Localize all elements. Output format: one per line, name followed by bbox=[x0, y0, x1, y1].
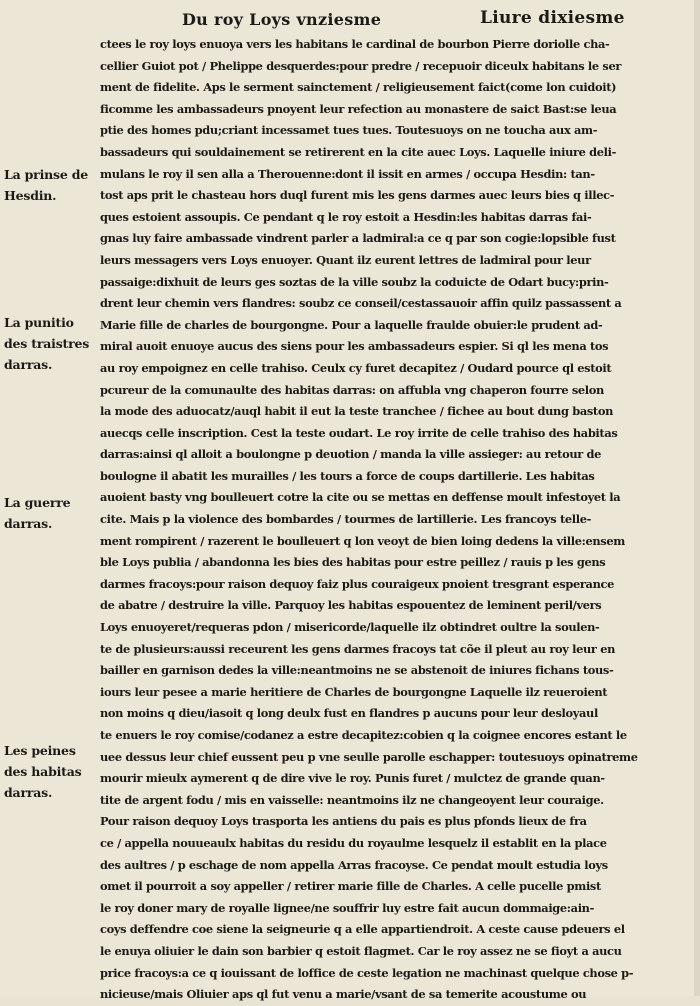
text-line: nicieuse/mais Oliuier aps ql fut venu a marie/vsant de sa temerite acoustume ou bbox=[100, 987, 587, 1002]
margin-note-line: La punitio bbox=[4, 315, 74, 330]
text-line: mourir mieulx aymerent q de dire vive le roy. Punis furet / mulctez de grande quan- bbox=[100, 771, 605, 786]
text-line: cite. Mais p la violence des bombardes / tourmes de lartillerie. Les francoys telle- bbox=[100, 512, 591, 527]
text-line: bailler en garnison dedes la ville:neantmoins ne se abstenoit de iniures fichans tous- bbox=[100, 663, 614, 678]
text-line: te de plusieurs:aussi receurent les gens darmes fracoys tat cõe il pleut au roy leur en bbox=[100, 641, 616, 656]
running-head-book: Liure dixiesme bbox=[480, 8, 625, 28]
text-line: le enuya oliuier le dain son barbier q estoit flagmet. Car le roy assez ne se fioyt a aucu bbox=[100, 943, 622, 958]
text-line: de abatre / destruire la ville. Parquoy les habitas espouentez de leminent peril/vers bbox=[100, 598, 602, 613]
text-line: ment de fidelite. Aps le serment sainctement / religieusement faict(come lon cuidoit) bbox=[100, 80, 617, 95]
margin-note-line: des habitas bbox=[4, 764, 82, 779]
text-line: boulogne il abatit les murailles / les tours a force de coups dartillerie. Les habitas bbox=[100, 468, 595, 483]
margin-note-peines-habitans bbox=[4, 740, 96, 803]
text-line: coys deffendre coe siene la seigneurie q a elle appartiendroit. A ceste cause pdeuers el bbox=[100, 922, 625, 937]
text-line: te enuers le roy comise/codanez a estre decapitez:cobien q la coignee encores estant le bbox=[100, 728, 627, 742]
text-line: tost aps prit le chasteau hors duql furent mis les gens darmes auec leurs bies q illec- bbox=[100, 188, 615, 203]
page-edge bbox=[694, 0, 700, 996]
margin-note-line: Hesdin. bbox=[4, 188, 57, 203]
text-line: leurs messagers vers Loys enuoyer. Quant ilz eurent lettres de ladmiral pour leur bbox=[100, 252, 591, 267]
text-line: bassadeurs qui souldainement se retirerent en la cite auec Loys. Laquelle iniure deli- bbox=[100, 144, 617, 159]
text-line: drent leur chemin vers flandres: soubz ce conseil/cestassauoir affin quilz passassent a bbox=[100, 296, 622, 311]
text-line: cellier Guiot pot / Phelippe desquerdes:pour predre / recepuoir diceulx habitans le ser bbox=[100, 58, 622, 73]
text-line: mulans le roy il sen alla a Therouenne:dont il issit en armes / occupa Hesdin: tan- bbox=[100, 166, 595, 181]
text-line: pcureur de la comunaulte des habitas darras: on affubla vng chaperon fourre selon bbox=[100, 382, 604, 397]
text-line: ce / appella nouueaulx habitas du residu du royaulme lesquelz il establit en la place bbox=[100, 835, 607, 850]
running-head bbox=[0, 6, 700, 36]
text-line: uee dessus leur chief eussent peu p vne seulle parolle eschapper: toutesuoys opinatreme bbox=[100, 749, 638, 764]
margin-note-line: darras. bbox=[4, 357, 53, 372]
text-line: le roy doner mary de royalle lignee/ne souffrir luy estre fait aucun dommaige:ain- bbox=[100, 900, 594, 915]
text-line: darras:ainsi ql alloit a boulongne p deuotion / manda la ville assieger: au retour de bbox=[100, 447, 602, 462]
text-line: passaige:dixhuit de leurs ges soztas de la ville soubz la coduicte de Odart bucy:prin- bbox=[100, 274, 609, 289]
text-line: auoient basty vng boulleuert cotre la cite ou se mettas en deffense moult infestoyet la bbox=[100, 490, 621, 505]
margin-note-line: La guerre bbox=[4, 495, 71, 510]
text-line: miral auoit enuoye aucus des siens pour les ambassadeurs espier. Si ql les mena tos bbox=[100, 339, 609, 354]
text-line: ques estoient assoupis. Ce pendant q le roy estoit a Hesdin:les habitas darras fai- bbox=[100, 209, 592, 224]
text-line: gnas luy faire ambassade vindrent parler a ladmiral:a ce q par son cogie:lopsible fust bbox=[100, 231, 616, 246]
body-text-column bbox=[100, 34, 692, 1006]
text-line: des aultres / p eschage de nom appella Arras fracoyse. Ce pendat moult estudia loys bbox=[100, 857, 608, 872]
text-line: Marie fille de charles de bourgongne. Pour a laquelle fraulde obuier:le prudent ad- bbox=[100, 317, 603, 332]
margin-note-line: darras. bbox=[4, 785, 53, 800]
margin-note-punition-traistres bbox=[4, 312, 96, 375]
margin-note-prinse-hesdin bbox=[4, 164, 96, 206]
margin-note-line: des traistres bbox=[4, 336, 90, 351]
text-line: auecqs celle inscription. Cest la teste oudart. Le roy irrite de celle trahiso des habitas bbox=[100, 425, 618, 440]
text-line: ptie des homes pdu;criant incessamet tues tues. Toutesuoys on ne toucha aux am- bbox=[100, 123, 598, 138]
text-line: price fracoys:a ce q iouissant de loffice de ceste legation ne machinast quelque chose p- bbox=[100, 965, 634, 980]
running-head-title: Du roy Loys vnziesme bbox=[182, 10, 382, 29]
text-line: au roy empoignez en celle trahiso. Ceulx cy furet decapitez / Oudard pource ql estoit bbox=[100, 360, 612, 375]
text-line: non moins q dieu/iasoit q long deulx fust en flandres p aucuns pour leur desloyaul bbox=[100, 706, 598, 721]
margin-note-guerre-darras bbox=[4, 492, 96, 534]
text-line: la mode des aduocatz/auql habit il eut la teste tranchee / fichee au bout dung baston bbox=[100, 404, 614, 419]
text-line: tite de argent fodu / mis en vaisselle: neantmoins ilz ne changeoyent leur couraige. bbox=[100, 792, 604, 807]
text-line: darmes fracoys:pour raison dequoy faiz plus couraigeux pnoient tresgrant esperance bbox=[100, 576, 614, 591]
margin-note-line: darras. bbox=[4, 516, 53, 531]
text-line: ctees le roy loys enuoya vers les habitans le cardinal de bourbon Pierre doriolle cha- bbox=[100, 37, 610, 51]
text-line: iours leur pesee a marie heritiere de Charles de bourgongne Laquelle ilz reueroient bbox=[100, 684, 608, 699]
text-line: Loys enuoyeret/requeras pdon / misericorde/laquelle ilz obtindret oultre la soulen- bbox=[100, 620, 600, 635]
margin-note-line: La prinse de bbox=[4, 167, 89, 182]
text-line: ficomme les ambassadeurs pnoyent leur refection au monastere de saict Bast:se leua bbox=[100, 101, 617, 116]
text-line: omet il pourroit a soy appeller / retirer marie fille de Charles. A celle pucelle pmist bbox=[100, 879, 601, 894]
text-line: Pour raison dequoy Loys trasporta les antiens du pais es plus pfonds lieux de fra bbox=[100, 814, 587, 829]
text-line: ble Loys publia / abandonna les bies des habitas pour estre peillez / rauis p les gens bbox=[100, 555, 606, 570]
margin-note-line: Les peines bbox=[4, 743, 76, 758]
text-line: ment rompirent / razerent le boulleuert q lon veoyt de bien loing dedens la ville:ensem bbox=[100, 533, 625, 548]
